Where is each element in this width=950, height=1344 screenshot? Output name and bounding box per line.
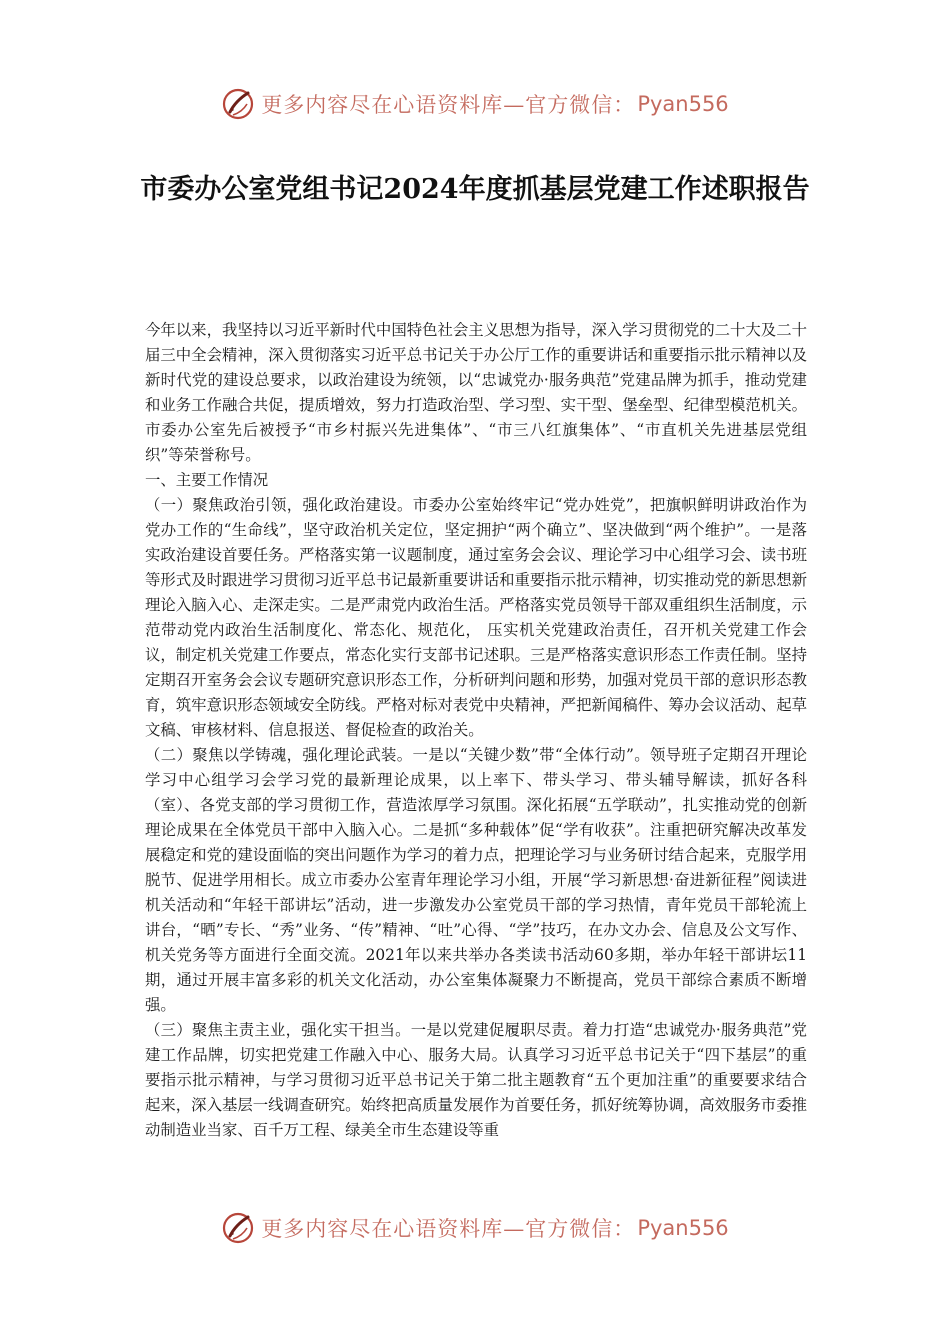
wechat-id: Pyan556	[637, 92, 729, 116]
header-banner	[0, 84, 950, 124]
pen-circle-logo-icon	[221, 87, 255, 121]
footer-banner	[0, 1208, 950, 1248]
document-title: 市委办公室党组书记2024年度抓基层党建工作述职报告	[140, 174, 810, 206]
section-heading: 一、主要工作情况	[145, 471, 269, 489]
wechat-id: Pyan556	[637, 1216, 729, 1240]
pen-circle-logo-icon	[221, 1211, 255, 1245]
paragraph-main-duty: （三）聚焦主责主业，强化实干担当。一是以党建促履职尽责。着力打造“忠诚党办·服务典范”党建工作品牌，切实把党建工作融入中心、服务大局。认真学习习近平总书记关于“四下基层”的重要指示批示精神，与学习贯彻习近平总书记关于第二批主题教育“五个更加注重”的重要要求结合起来，深入基层一线调查研究。始终把高质量发展作为首要任务，抓好统筹协调，高效服务市委推动制造业当家、百千万工程、绿美全市生态建设等重	[145, 1021, 807, 1139]
paragraph-intro: 今年以来，我坚持以习近平新时代中国特色社会主义思想为指导，深入学习贯彻党的二十大及二十届三中全会精神，深入贯彻落实习近平总书记关于办公厅工作的重要讲话和重要指示批示精神以及新时代党的建设总要求，以政治建设为统领，以“忠诚党办·服务典范”党建品牌为抓手，推动党建和业务工作融合共促，提质增效，努力打造政治型、学习型、实干型、堡垒型、纪律型模范机关。市委办公室先后被授予“市乡村振兴先进集体”、“市三八红旗集体”、“市直机关先进基层党组织”等荣誉称号。	[145, 321, 807, 464]
paragraph-political-building: （一）聚焦政治引领，强化政治建设。市委办公室始终牢记“党办姓党”，把旗帜鲜明讲政治作为党办工作的“生命线”，坚守政治机关定位，坚定拥护“两个确立”、坚决做到“两个维护”。一是落实政治建设首要任务。严格落实第一议题制度，通过室务会会议、理论学习中心组学习会、读书班等形式及时跟进学习贯彻习近平总书记最新重要讲话和重要指示批示精神，切实推动党的新思想新理论入脑入心、走深走实。二是严肃党内政治生活。严格落实党员领导干部双重组织生活制度，示范带动党内政治生活制度化、常态化、规范化， 压实机关党建政治责任，召开机关党建工作会议，制定机关党建工作要点，常态化实行支部书记述职。三是严格落实意识形态工作责任制。坚持定期召开室务会会议专题研究意识形态工作，分析研判问题和形势，加强对党员干部的意识形态教育，筑牢意识形态领域安全防线。严格对标对表党中央精神，严把新闻稿件、筹办会议活动、起草文稿、审核材料、信息报送、督促检查的政治关。	[145, 496, 807, 739]
document-body	[145, 318, 807, 1143]
banner-text: 更多内容尽在心语资料库—官方微信：	[261, 1217, 636, 1241]
banner-text: 更多内容尽在心语资料库—官方微信：	[261, 93, 636, 117]
paragraph-theory-study: （二）聚焦以学铸魂，强化理论武装。一是以“关键少数”带“全体行动”。领导班子定期召开理论学习中心组学习会学习党的最新理论成果，以上率下、带头学习、带头辅导解读，抓好各科（室）、各党支部的学习贯彻工作，营造浓厚学习氛围。深化拓展“五学联动”，扎实推动党的创新理论成果在全体党员干部中入脑入心。二是抓“多种载体”促“学有收获”。注重把研究解决改革发展稳定和党的建设面临的突出问题作为学习的着力点，把理论学习与业务研讨结合起来，克服学用脱节、促进学用相长。成立市委办公室青年理论学习小组，开展“学习新思想·奋进新征程”阅读进机关活动和“年轻干部讲坛”活动，进一步激发办公室党员干部的学习热情，青年党员干部轮流上讲台，“晒”专长、“秀”业务、“传”精神、“吐”心得、“学”技巧，在办文办会、信息及公文写作、机关党务等方面进行全面交流。2021年以来共举办各类读书活动60多期，举办年轻干部讲坛11期，通过开展丰富多彩的机关文化活动，办公室集体凝聚力不断提高，党员干部综合素质不断增强。	[145, 746, 807, 1014]
